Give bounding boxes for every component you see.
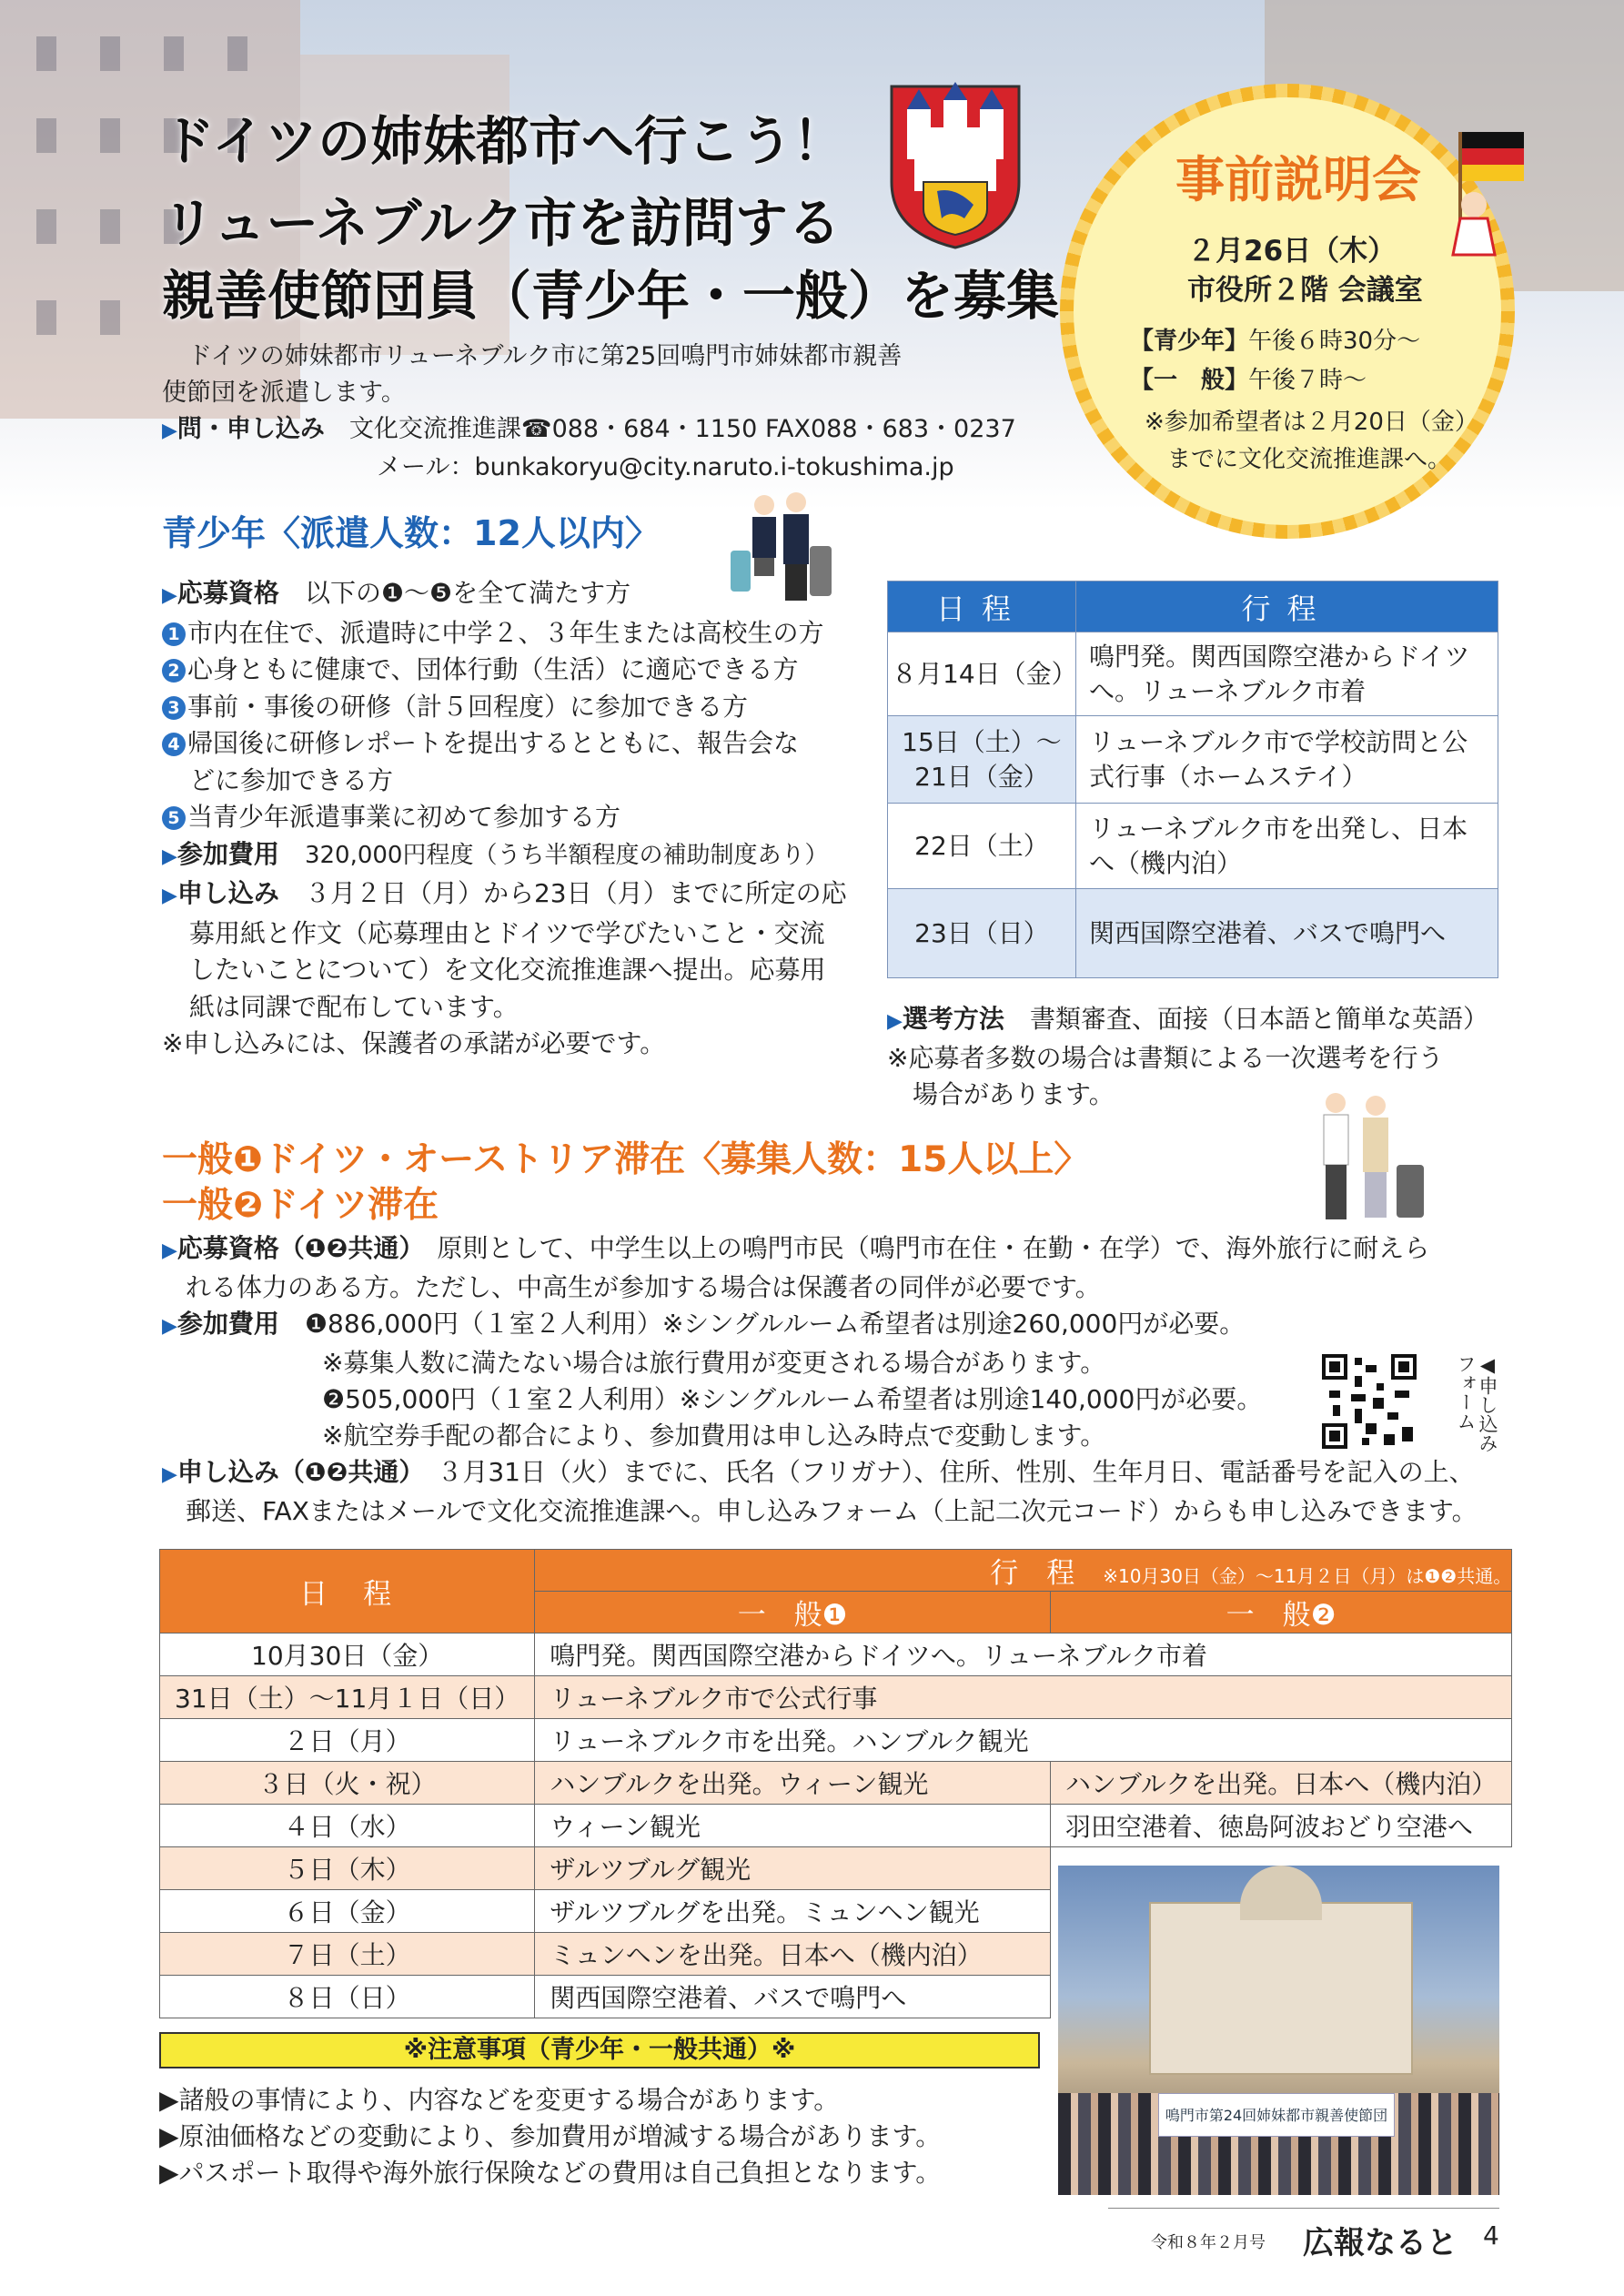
num-4-icon: 4 [162,733,186,756]
youth-cond-text: 当青少年派遣事業に初めて参加する方 [187,802,621,832]
general-apply-line: ３月31日（火）までに、氏名（フリガナ）、住所、性別、生年月日、電話番号を記入の上、 [437,1457,1475,1487]
briefing-general [1130,361,1367,395]
youth-apply-line-4: 紙は同課で配布しています。 [189,991,519,1022]
youth-consent-note: ※申し込みには、保護者の承諾が必要です。 [162,1028,666,1058]
youth-cond-1 [162,615,847,652]
row-plan-1: ザルツブルグを出発。ミュンヘン観光 [535,1890,1051,1933]
note-text: 諸般の事情により、内容などを変更する場合があります。 [178,2085,840,2115]
briefing-general-time: 午後７時～ [1248,367,1367,394]
youth-fee [162,836,847,876]
briefing-title: 事前説明会 [1175,151,1421,208]
youth-schedule-table [887,581,1498,978]
note-text: 原油価格などの変動により、参加費用が増減する場合があります。 [178,2121,942,2151]
general-apply [162,1454,1478,1493]
briefing-place: 市役所２階 会議室 [1187,274,1423,307]
list-item [159,2155,941,2191]
arrow-icon: ▶ [162,845,177,868]
coat-of-arms-icon [887,82,1024,250]
arrow-icon: ▶ [162,584,177,607]
youth-cond-text: 市内在住で、派遣時に中学２、３年生または高校生の方 [187,617,824,648]
title-line-1: ドイツの姉妹都市へ行こう！ [162,110,846,172]
general-heading-2: 一般❷ドイツ滞在 [162,1185,439,1226]
row-date: 31日（土）～11月１日（日） [160,1676,535,1719]
header-general-2: 一 般❷ [1050,1592,1511,1633]
contact-fax: FAX088・683・0237 [764,415,1016,443]
row-date: ７日（土） [160,1933,535,1976]
general-qual [162,1230,1478,1269]
youth-cond-5 [162,799,847,836]
qr-code[interactable] [1322,1354,1417,1449]
general-fee-line: ❶886,000円（１室２人利用）※シングルルーム希望者は別途260,000円が必要。 [304,1309,1246,1339]
header-date: 日 程 [160,1550,535,1633]
schedule-plan: 関西国際空港着、バスで鳴門へ [1076,889,1498,978]
youth-fee-text: 320,000円程度（うち半額程度の補助制度あり） [304,841,829,869]
arrow-icon: ▶ [887,1010,903,1033]
general-body [162,1230,1478,1530]
general-fee-label: 参加費用 [177,1309,279,1339]
num-2-icon: 2 [162,659,186,683]
footer-brand: 広報なると [1303,2225,1458,2261]
notes-title: ※注意事項（青少年・一般共通）※ [159,2032,1040,2068]
schedule-date: 23日（日） [888,889,1076,978]
general-apply-line-2: 郵送、FAXまたはメールで文化交流推進課へ。申し込みフォーム（上記二次元コード）からも申し込みできます。 [186,1496,1478,1526]
selection-note-1: ※応募者多数の場合は書類による一次選考を行う [887,1043,1444,1073]
arrow-icon: ▶ [162,420,177,442]
arrow-icon: ▶ [162,1315,177,1338]
general-fee-line-4: ※航空券手配の都合により、参加費用は申し込み時点で変動します。 [322,1421,1106,1451]
row-plan: リューネブルク市で公式行事 [535,1676,1512,1719]
table-header-row [888,582,1498,632]
briefing-youth-label: 【青少年】 [1130,328,1249,355]
youth-cond-text: 事前・事後の研修（計５回程度）に参加できる方 [187,691,749,722]
briefing-note-1: ※参加希望者は２月20日（金） [1145,409,1478,436]
selection-label: 選考方法 [902,1004,1004,1034]
num-1-icon: 1 [162,622,186,646]
intro-text [162,339,1016,486]
general-fee-line-2: ※募集人数に満たない場合は旅行費用が変更される場合があります。 [322,1348,1106,1378]
table-row [160,1633,1512,1676]
youth-cond-4b: どに参加できる方 [189,764,394,795]
arrow-icon: ▶ [159,2121,179,2151]
num-3-icon: 3 [162,696,186,720]
town-hall-building [1149,1902,1413,2075]
table-row [888,632,1498,716]
general-qual-text: 原則として、中学生以上の鳴門市民（鳴門市在住・在勤・在学）で、海外旅行に耐えら [437,1233,1430,1263]
german-flag-girl-icon [1433,127,1533,264]
general-apply-label: 申し込み（❶❷共通） [177,1457,412,1487]
header-date: 日程 [888,582,1076,632]
row-date: ６日（金） [160,1890,535,1933]
qr-label: ◀申し込みフォーム [1455,1354,1498,1452]
list-item [159,2119,941,2155]
list-item [159,2082,941,2119]
arrow-icon: ▶ [162,1239,177,1262]
general-heading-1: 一般❶ドイツ・オーストリア滞在〈募集人数：15人以上〉 [162,1139,1090,1180]
briefing-youth-time: 午後６時30分～ [1248,328,1421,355]
table-row [888,889,1498,978]
note-text: パスポート取得や海外旅行保険などの費用は自己負担となります。 [178,2158,942,2188]
header-general-1: 一 般❶ [535,1592,1051,1633]
youth-cond-text: 帰国後に研修レポートを提出するとともに、報告会な [187,728,800,758]
footer-issue: 令和８年２月号 [1151,2233,1266,2252]
adults-icon [1310,1092,1428,1229]
briefing-note-2: までに文化交流推進課へ。 [1167,446,1452,473]
general-qual-label: 応募資格（❶❷共通） [177,1233,412,1263]
schedule-date: ８月14日（金） [888,632,1076,716]
youth-apply-line: ３月２日（月）から23日（月）までに所定の応 [304,878,847,908]
intro-line-1: ドイツの姉妹都市リューネブルク市に第25回鳴門市姉妹都市親善 [187,342,903,370]
arrow-icon: ▶ [162,885,177,907]
arrow-icon: ▶ [159,2158,179,2188]
schedule-plan: 鳴門発。関西国際空港からドイツへ。リューネブルク市着 [1076,632,1498,716]
youth-apply-line-2: 募用紙と作文（応募理由とドイツで学びたいこと・交流 [189,917,825,948]
youth-cond-2 [162,652,847,689]
row-date: ５日（木） [160,1847,535,1890]
row-plan: 鳴門発。関西国際空港からドイツへ。リューネブルク市着 [535,1633,1512,1676]
row-date: ４日（水） [160,1805,535,1847]
table-row [160,1762,1512,1805]
youth-cond-4 [162,725,847,763]
contact-mail[interactable]: メール：bunkakoryu@city.naruto.i-tokushima.jp [377,453,954,481]
briefing-general-label: 【一 般】 [1130,367,1249,394]
row-date: ３日（火・祝） [160,1762,535,1805]
youth-fee-label: 参加費用 [177,838,279,869]
row-date: ２日（月） [160,1719,535,1762]
row-plan-1: ミュンヘンを出発。日本へ（機内泊） [535,1933,1051,1976]
row-plan-1: ハンブルクを出発。ウィーン観光 [535,1762,1051,1805]
general-fee-line-3: ❷505,000円（１室２人利用）※シングルルーム希望者は別途140,000円が必要。 [322,1384,1263,1414]
general-qual-line-2: れる体力のある方。ただし、中高生が参加する場合は保護者の同伴が必要です。 [186,1272,1101,1302]
row-plan-2: 羽田空港着、徳島阿波おどり空港へ [1050,1805,1511,1847]
town-hall-tower [1240,1866,1322,1920]
arrow-icon: ▶ [159,2085,179,2115]
table-row [160,1719,1512,1762]
notes-list [159,2082,941,2191]
table-row [888,716,1498,804]
briefing-youth [1130,322,1420,356]
row-plan-1: 関西国際空港着、バスで鳴門へ [535,1976,1051,2018]
youth-apply-label: 申し込み [177,878,279,908]
table-header-row [160,1550,1512,1592]
row-date: ８日（日） [160,1976,535,2018]
contact-phone[interactable]: 088・684・1150 [551,415,758,443]
row-date: 10月30日（金） [160,1633,535,1676]
row-plan-2: ハンブルクを出発。日本へ（機内泊） [1050,1762,1511,1805]
arrow-icon: ▶ [162,1463,177,1486]
table-row [160,1805,1512,1847]
youth-cond-text: 心身ともに健康で、団体行動（生活）に適応できる方 [187,654,799,684]
phone-icon: ☎ [520,415,552,443]
youth-qual-text: 以下の❶～❺を全て満たす方 [304,578,631,608]
general-fee [162,1306,1478,1345]
contact-dept: 文化交流推進課 [348,415,521,443]
header-plan-note: ※10月30日（金）～11月２日（月）は❶❷共通。 [1103,1565,1512,1587]
schedule-plan: リューネブルク市を出発し、日本へ（機内泊） [1076,804,1498,889]
photo-banner: 鳴門市第24回姉妹都市親善使節団 [1158,2093,1395,2137]
title-line-2: リューネブルク市を訪問する [162,192,841,254]
group-photo [1058,1866,1499,2195]
footer-divider [1108,2208,1499,2209]
row-plan-1: ウィーン観光 [535,1805,1051,1847]
contact-label: 問・申し込み [177,415,325,443]
youth-cond-3 [162,689,847,726]
page-number: 4 [1483,2220,1499,2250]
table-row [160,1676,1512,1719]
header-plan-label: 行 程 [990,1557,1075,1590]
youth-apply-line-3: したいことについて）を文化交流推進課へ提出。応募用 [189,955,826,985]
header-plan: 行程 [1076,582,1498,632]
intro-line-2: 使節団を派遣します。 [162,379,406,407]
briefing-date: ２月26日（木） [1187,235,1397,268]
schedule-date: 22日（土） [888,804,1076,889]
youth-apply [162,875,847,915]
selection-method [887,1001,1488,1040]
youth-qual-label: 応募資格 [177,578,279,608]
num-5-icon: 5 [162,806,186,830]
row-plan: リューネブルク市を出発。ハンブルク観光 [535,1719,1512,1762]
table-row [888,804,1498,889]
contact-line [162,411,1016,450]
youth-qual [162,575,847,615]
youth-body [162,575,847,1063]
schedule-date: 15日（土）～21日（金） [888,716,1076,804]
title-line-3: 親善使節団員（青少年・一般）を募集 [162,265,1060,327]
row-plan-1: ザルツブルグ観光 [535,1847,1051,1890]
youth-heading: 青少年〈派遣人数：12人以内〉 [162,513,660,553]
schedule-plan: リューネブルク市で学校訪問と公式行事（ホームステイ） [1076,716,1498,804]
header-plan [535,1550,1512,1592]
selection-text: 書類審査、面接（日本語と簡単な英語） [1029,1004,1488,1034]
selection-note-2: 場合があります。 [913,1079,1115,1109]
